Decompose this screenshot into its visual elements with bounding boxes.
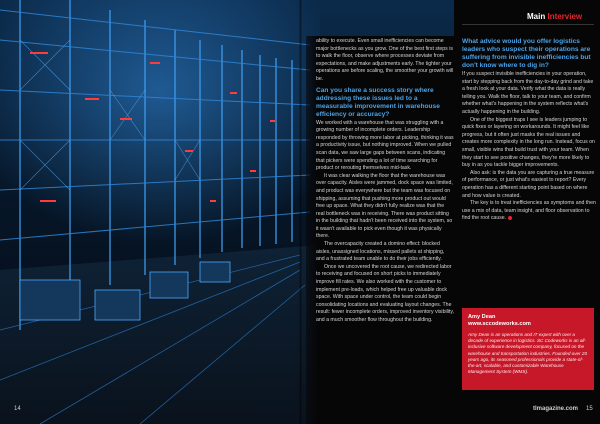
page-number-left: 14 <box>14 406 21 412</box>
author-description: Amy Dean is an operations and IT expert with over a decade of experience in logistics. SC Codeworks is an all-inclusive software development company, focused on the warehouse and transportation industries. Founded over 20 years ago, its seasoned professionals provide a state-of-the-art, scalable, and customizable Warehouse Management System (WMS). <box>468 332 588 375</box>
question-heading: Can you share a success story where addressing these issues led to a measurable improvement in warehouse efficiency or accuracy? <box>316 86 440 118</box>
author-website-link[interactable]: www.sccodeworks.com <box>468 321 531 327</box>
article-column-1 <box>316 38 454 325</box>
section-sub: Interview <box>547 12 583 21</box>
author-name: Amy Dean <box>468 314 496 320</box>
magazine-url[interactable]: tlmagazine.com <box>533 406 579 412</box>
end-mark-icon <box>508 216 512 220</box>
paragraph: If you suspect invisible inefficiencies in your operation, start by stepping back from the day-to-day grind and take a fresh look at your data. Verify what the data is really telling you. Walk the floor, talk to your team, and confirm whether what's happening in the system reflects what's actually happening in the building. <box>462 71 594 115</box>
paragraph: ability to execute. Even small inefficiencies can become major bottlenecks as you grow. One of the best first steps is to walk the floor, observe where processes deviate from expectations, and make adjustments early. The tighter your operations are before scaling, the smoother your growth will be. <box>316 38 454 82</box>
section-divider <box>462 24 594 25</box>
paragraph: The overcapacity created a domino effect: blocked aisles, unassigned locations, missed pallets at shipping, and a frustrated team unable to do their jobs efficiently. <box>316 241 445 263</box>
paragraph: Also ask: is the data you are capturing a true measure of performance, or just what's easiest to report? Every operation has a different starting point based on where and how value is created. <box>462 169 595 199</box>
paragraph: It was clear walking the floor that the warehouse was over capacity. Aisles were jammed, dock space was limited, and product was everywhere but the team was focused on shipping, assuming that pushing more product out would free up space. What they didn't fully realize was that the real bottleneck was in receiving. There was product sitting in the building that hadn't been received into the system, so it wasn't available to pick even though it was physically there. <box>316 172 453 240</box>
section-label <box>527 12 582 21</box>
paragraph-final <box>462 200 596 223</box>
page-number-right: 15 <box>586 406 593 412</box>
paragraph: One of the biggest traps I see is leaders jumping to quick fixes or layering on workarounds. It might feel like progress, but it often just masks the real issues and creates more complexity in the long run. Instead, focus on small, visible wins that build trust with your team. When they start to see positive changes, they're more likely to buy in as you tackle bigger improvements. <box>462 116 595 169</box>
page-gutter <box>299 0 302 424</box>
paragraph: Once we uncovered the root cause, we redirected labor to receiving and focused on short picks to immediately improve fill rates. We also worked with the customer to implement pre-loads, which helped free up valuable dock space. With space under control, the team could begin consolidating locations and evaluating layout changes. The result: fewer incomplete orders, improved inventory visibility, and a much smoother flow throughout the building. <box>316 263 454 323</box>
author-bio-box <box>462 308 594 390</box>
question-heading: What advice would you offer logistics leaders who suspect their operations are suffering from invisible inefficiencies but don't know where to dig in? <box>462 38 591 69</box>
article-column-2 <box>462 38 596 223</box>
paragraph-text: The key is to treat inefficiencies as symptoms and then use a mix of data, team insight, and floor observation to find the root cause. <box>462 200 596 222</box>
section-main: Main <box>527 12 546 21</box>
paragraph: We worked with a warehouse that was struggling with a growing number of incomplete orders. Leadership responded by throwing more labor at picking, thinking it was a productivity issue, but nothing improved. When we pulled scan data, we saw large gaps between scans, indicating that pickers were spending a lot of time searching for product or rerouting themselves mid-task. <box>316 119 454 172</box>
